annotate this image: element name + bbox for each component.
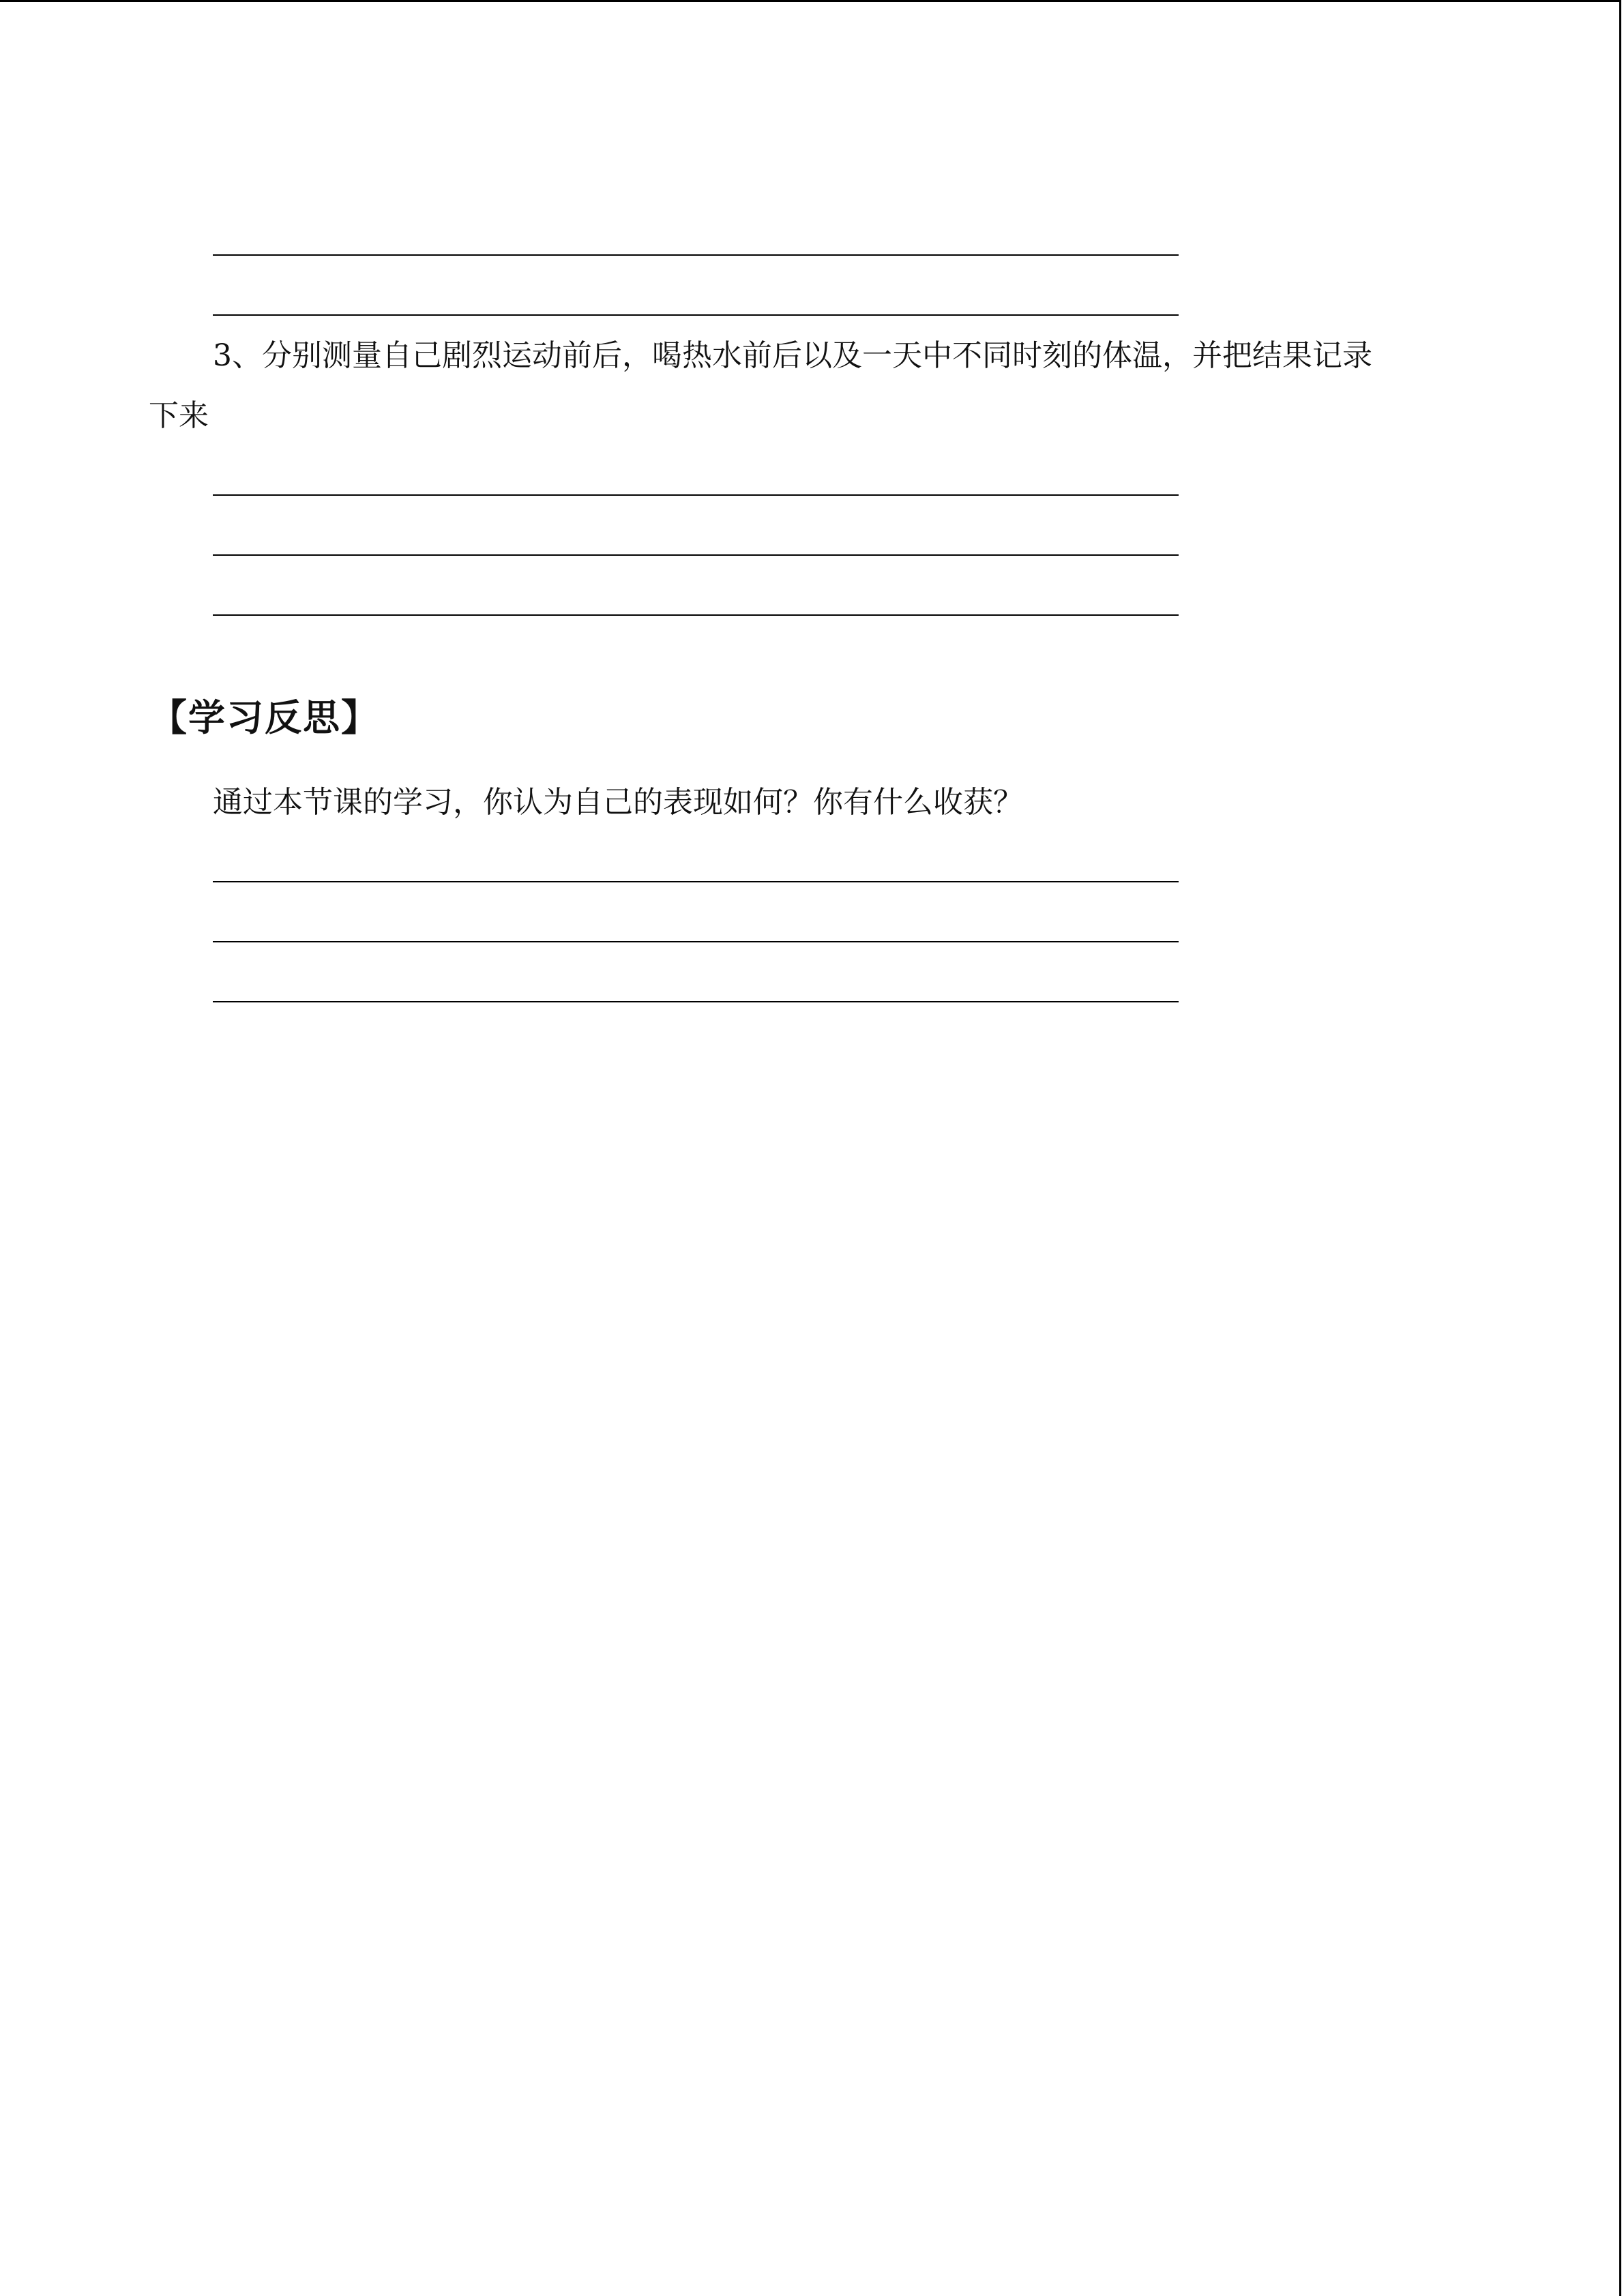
task-3-text-continued: 下来 — [149, 398, 209, 433]
reflection-prompt: 通过本节课的学习，你认为自己的表现如何？你有什么收获？ — [213, 785, 1023, 820]
answer-line[interactable] — [213, 614, 1179, 616]
answer-line[interactable] — [213, 314, 1179, 316]
section-heading-reflection: 【学习反思】 — [150, 696, 379, 739]
answer-line[interactable] — [213, 494, 1179, 496]
answer-line[interactable] — [213, 554, 1179, 556]
answer-line[interactable] — [213, 941, 1179, 942]
answer-line[interactable] — [213, 881, 1179, 882]
task-3-text: 3、分别测量自己剧烈运动前后，喝热水前后以及一天中不同时刻的体温，并把结果记录 — [213, 338, 1372, 373]
answer-line[interactable] — [213, 254, 1179, 256]
answer-line[interactable] — [213, 1001, 1179, 1002]
